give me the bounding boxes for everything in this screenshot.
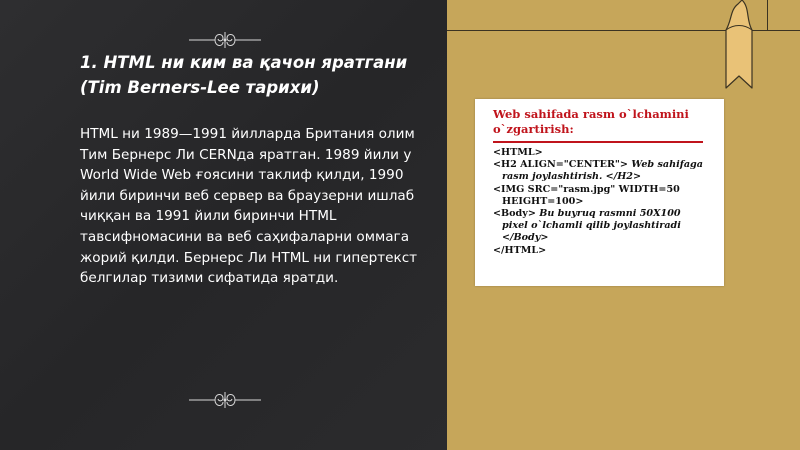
code-block <box>493 147 721 257</box>
bookmark-ribbon-icon <box>712 0 772 105</box>
code-line: pixel o`lchamli qilib joylashtiradi <box>502 220 681 232</box>
code-line: <IMG SRC="rasm.jpg" WIDTH=50 <box>493 183 680 195</box>
code-line: </HTML> <box>493 244 547 256</box>
slide-body-text: HTML ни 1989—1991 йилларда Британия олим Тим Бернерс Ли CERNда яратган. 1989 йили у World Wide Web ғоясини таклиф қилди, 1990 йили биринчи веб сервер ва браузерни ишлаб чиққан ва 1991 йили биринчи HTML тавсифномасини ва веб саҳифаларни оммага жорий қилди. Бернерс Ли HTML ни гипертекст белгилар тизими сифатида яратди. <box>80 126 418 287</box>
flourish-ornament-icon <box>185 388 265 412</box>
code-line: <H2 ALIGN="CENTER"> Web sahifaga <box>493 159 703 171</box>
card-title: Web sahifada rasm o`lchamini o`zgartirish: <box>493 107 689 136</box>
flourish-ornament-icon <box>185 28 265 52</box>
card-title-underline <box>493 141 703 143</box>
code-line: <Body> Bu buyruq rasmni 50X100 <box>493 208 681 220</box>
code-example-card <box>475 99 724 286</box>
code-line: HEIGHT=100> <box>502 195 584 207</box>
slide-title: 1. HTML ни ким ва қачон яратгани (Tim Berners-Lee тарихи) <box>80 53 408 97</box>
code-line: rasm joylashtirish. </H2> <box>502 171 641 183</box>
code-line: </Body> <box>502 232 549 244</box>
code-line: <HTML> <box>493 147 543 158</box>
